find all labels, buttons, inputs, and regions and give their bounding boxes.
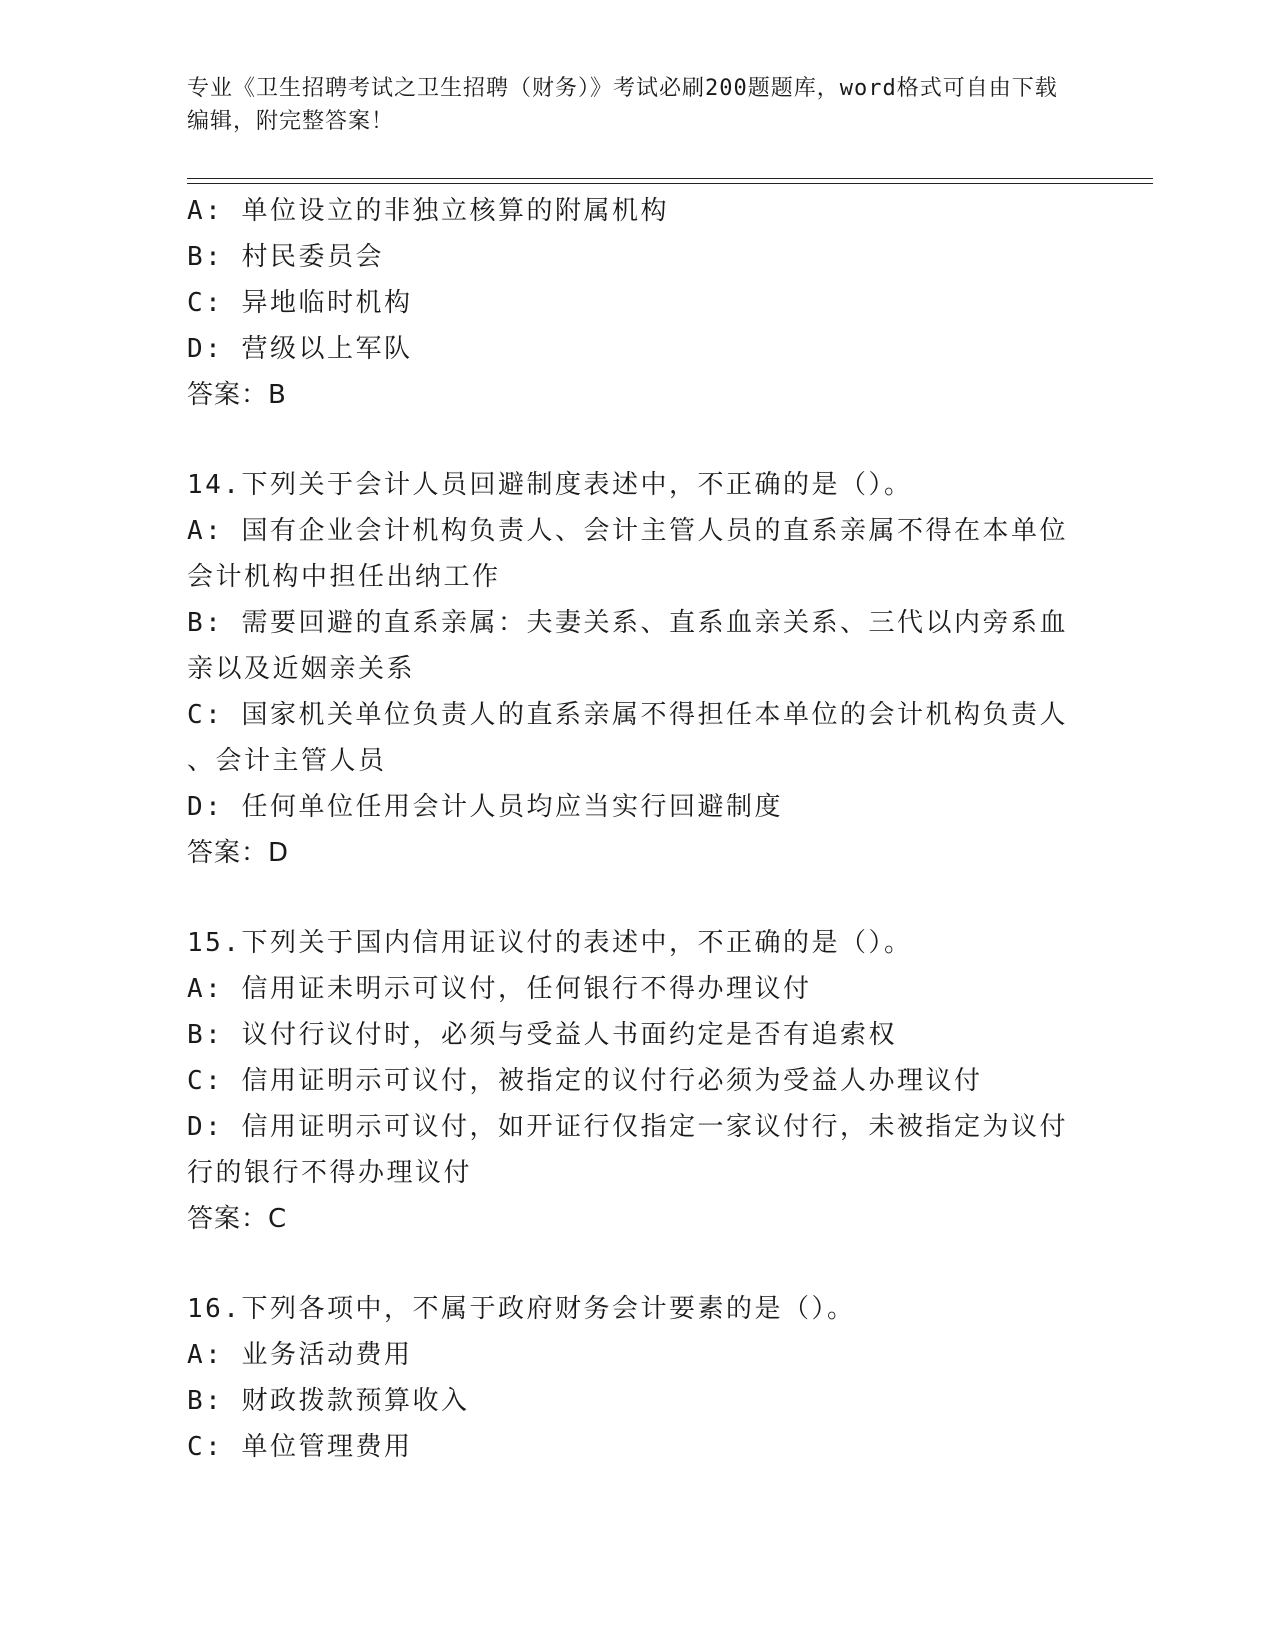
question-stem: 16.下列各项中，不属于政府财务会计要素的是（）。: [187, 1294, 856, 1324]
option-a-line-1: A: 国有企业会计机构负责人、会计主管人员的直系亲属不得在本单位: [187, 516, 1068, 546]
question-14: [187, 462, 1087, 876]
option-d-line-2: 行的银行不得办理议付: [187, 1158, 473, 1188]
option-d: D: 任何单位任用会计人员均应当实行回避制度: [187, 792, 783, 822]
option-c-line-2: 、会计主管人员: [187, 746, 387, 776]
question-13-tail: [187, 188, 1087, 418]
option-b-line-2: 亲以及近姻亲关系: [187, 654, 416, 684]
question-16: [187, 1286, 1087, 1470]
option-a: A: 信用证未明示可议付，任何银行不得办理议付: [187, 974, 812, 1004]
option-c: C: 异地临时机构: [187, 288, 413, 318]
answer: 答案：B: [187, 380, 287, 410]
option-d: D: 营级以上军队: [187, 334, 413, 364]
question-stem: 15.下列关于国内信用证议付的表述中，不正确的是（）。: [187, 928, 913, 958]
question-gap: [187, 418, 1087, 462]
header-divider-bottom: [187, 183, 1153, 184]
option-c: C: 单位管理费用: [187, 1432, 413, 1462]
option-b: B: 财政拨款预算收入: [187, 1386, 470, 1416]
question-gap: [187, 876, 1087, 920]
option-a: A: 业务活动费用: [187, 1340, 413, 1370]
answer: 答案：D: [187, 838, 290, 868]
option-d-line-1: D: 信用证明示可议付，如开证行仅指定一家议付行，未被指定为议付: [187, 1112, 1068, 1142]
header-divider-top: [187, 178, 1153, 179]
question-gap: [187, 1242, 1087, 1286]
question-15: [187, 920, 1087, 1242]
option-b: B: 议付行议付时，必须与受益人书面约定是否有追索权: [187, 1020, 897, 1050]
document-header: 专业《卫生招聘考试之卫生招聘（财务）》考试必刷200题题库，word格式可自由下载编辑，附完整答案！: [187, 76, 1058, 134]
option-c: C: 信用证明示可议付，被指定的议付行必须为受益人办理议付: [187, 1066, 983, 1096]
option-a-line-2: 会计机构中担任出纳工作: [187, 562, 501, 592]
option-c-line-1: C: 国家机关单位负责人的直系亲属不得担任本单位的会计机构负责人: [187, 700, 1068, 730]
option-b: B: 村民委员会: [187, 242, 384, 272]
question-stem: 14.下列关于会计人员回避制度表述中，不正确的是（）。: [187, 470, 913, 500]
option-a: A: 单位设立的非独立核算的附属机构: [187, 196, 669, 226]
option-b-line-1: B: 需要回避的直系亲属：夫妻关系、直系血亲关系、三代以内旁系血: [187, 608, 1068, 638]
question-content: [187, 188, 1087, 1470]
answer: 答案：C: [187, 1204, 288, 1234]
